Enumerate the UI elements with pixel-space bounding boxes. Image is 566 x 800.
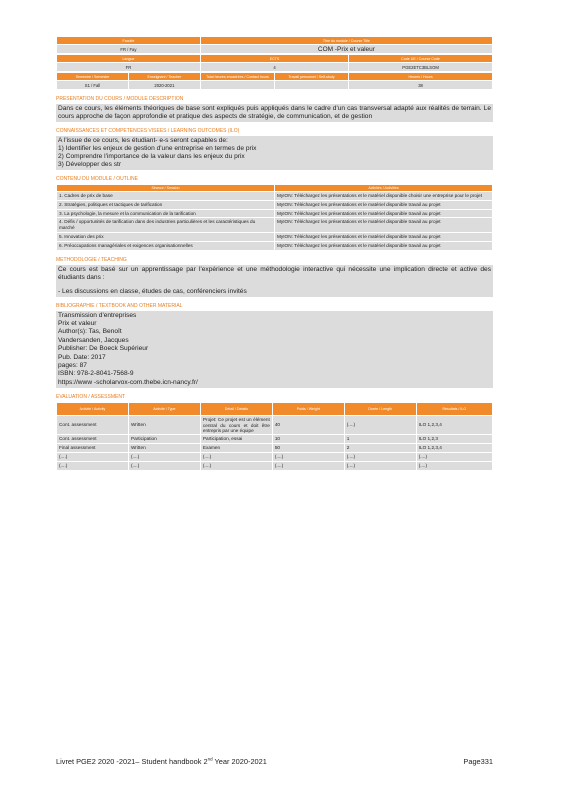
eval-cell: (....) bbox=[57, 461, 129, 470]
session-cell: 3. La psychologie, la mesure et la communication de la tarification bbox=[57, 209, 275, 218]
footer-sup: nd bbox=[207, 757, 213, 762]
session-cell: 2. Stratégies, politiques et tactiques de tarification bbox=[57, 200, 275, 209]
table-row bbox=[57, 453, 493, 462]
table-row bbox=[57, 232, 493, 241]
methodology-title: METHODOLOGIE / TEACHING bbox=[56, 256, 127, 263]
eval-cell: (....) bbox=[200, 461, 272, 470]
eval-cell: 50 bbox=[272, 444, 344, 453]
evaluation-table bbox=[56, 402, 493, 470]
activity-col-header: Activités / Activities bbox=[275, 185, 493, 192]
table-row bbox=[57, 416, 493, 435]
eval-col-header: Poids / Weight bbox=[272, 403, 344, 416]
eval-cell: 2 bbox=[344, 444, 416, 453]
ects-header: ECTS bbox=[200, 55, 348, 63]
evaluation-title: EVALUATION / ASSESSMENT bbox=[56, 394, 125, 401]
ects-value: 4 bbox=[200, 63, 348, 72]
eval-cell: Examen bbox=[200, 444, 272, 453]
eval-cell: Written bbox=[128, 416, 200, 435]
contact-hours-header: Total heures encadrées / Contact hours bbox=[200, 73, 274, 81]
course-title-value: COM -Prix et valeur bbox=[200, 45, 492, 54]
eval-col-header: Détail / Details bbox=[200, 403, 272, 416]
eval-cell: Cont. assessment bbox=[57, 416, 129, 435]
course-code-value: PGE2ETC3BLSOM bbox=[349, 63, 493, 72]
eval-cell: ILO 1,2,3 bbox=[416, 435, 492, 444]
bibliography-line: pages: 87 bbox=[58, 362, 87, 370]
bibliography-line: Pub. Date: 2017 bbox=[58, 353, 106, 361]
teacher-value: 2020-2021 bbox=[128, 81, 200, 90]
eval-col-header: Activité / Activity bbox=[57, 403, 129, 416]
bibliography-link[interactable]: https://www -scholarvox-com.thebe.icn-nancy.fr/ bbox=[58, 378, 198, 386]
eval-cell: (....) bbox=[57, 453, 129, 462]
course-sheet bbox=[56, 36, 493, 471]
eval-cell: Participation, essai bbox=[200, 435, 272, 444]
bibliography-line: ISBN: 978-2-8041-7568-9 bbox=[58, 370, 134, 378]
eval-cell: Written bbox=[128, 444, 200, 453]
eval-cell: (....) bbox=[200, 453, 272, 462]
activity-cell: MyION: Téléchargez les présentations et le matériel disponible travail au projet bbox=[275, 232, 493, 241]
eval-cell: Final assessment bbox=[57, 444, 129, 453]
outcome-item: 1) Identifier les enjeux de gestion d'une entreprise en termes de prix bbox=[58, 145, 257, 152]
outcomes-title: CONNAISSANCES ET COMPETENCES VISEES / LEARNING OUTCOMES (ILO) bbox=[56, 128, 240, 134]
eval-col-header: Activité / Type bbox=[128, 403, 200, 416]
outline-table bbox=[56, 184, 493, 251]
eval-cell: (....) bbox=[128, 453, 200, 462]
session-col-header: Séance / Session bbox=[57, 185, 275, 192]
eval-cell: 1 bbox=[344, 435, 416, 444]
outcome-item: 2) Comprendre l'importance de la valeur dans les enjeux du prix bbox=[58, 153, 245, 160]
activity-cell: MyION: Téléchargez les présentations et le matériel disponible travail au projet bbox=[275, 241, 493, 250]
faculty-header: Faculté bbox=[57, 37, 201, 45]
eval-cell: (....) bbox=[128, 461, 200, 470]
hours-value: 38 bbox=[349, 81, 493, 90]
eval-cell: (....) bbox=[416, 453, 492, 462]
eval-cell: ILO 1,2,3,4 bbox=[416, 444, 492, 453]
bibliography-block bbox=[56, 311, 493, 389]
table-row bbox=[57, 435, 493, 444]
eval-cell: Cont. assessment bbox=[57, 435, 129, 444]
table-row bbox=[57, 200, 493, 209]
methodology-item: - Les discussions en classe, études de cas, conférenciers invités bbox=[58, 287, 247, 295]
session-cell: 6. Préoccupations managériales et exigences organisationnelles bbox=[57, 241, 275, 250]
session-cell: 5. Innovation des prix bbox=[57, 232, 275, 241]
bibliography-line: Transmission d'entreprises bbox=[58, 311, 137, 319]
bibliography-title: BIBLIOGRAPHIE / TEXTBOOK AND OTHER MATERIAL bbox=[56, 302, 183, 309]
page-number: Page331 bbox=[463, 757, 493, 766]
table-row bbox=[57, 192, 493, 201]
outline-title: CONTENU DU MODULE / OUTLINE bbox=[56, 176, 138, 182]
eval-cell: (....) bbox=[416, 461, 492, 470]
footer-text-a: Livret PGE2 2020 -2021– Student handbook 2 bbox=[56, 757, 208, 767]
eval-cell: Projet: Ce projet est un élément central du cours et doit être entrepris par une équipe bbox=[200, 416, 272, 435]
session-cell: 4. Défis / opportunités de tarification dans des industries particulières et les caractéristiques du marché bbox=[57, 218, 275, 233]
activity-cell: MyION: Téléchargez les présentations et le matériel disponible choisir une entreprise pour le projet bbox=[275, 192, 493, 201]
table-row bbox=[57, 241, 493, 250]
bibliography-line: Author(s): Tas, Benoît bbox=[58, 328, 122, 336]
activity-cell: MyION: Téléchargez les présentations et le matériel disponible travail au projet bbox=[275, 200, 493, 209]
course-header-table bbox=[56, 36, 493, 54]
eval-cell: (....) bbox=[344, 416, 416, 435]
eval-cell: 40 bbox=[272, 416, 344, 435]
outcomes-block bbox=[56, 136, 493, 170]
table-row bbox=[57, 444, 493, 453]
eval-cell: (....) bbox=[344, 453, 416, 462]
outcome-item: 3) Développer des str bbox=[58, 161, 122, 168]
outcomes-intro: A l'issue de ce cours, les étudiant- e-s seront capables de: bbox=[58, 137, 228, 144]
eval-cell: (....) bbox=[344, 461, 416, 470]
language-value: FR bbox=[57, 63, 201, 72]
eval-cell: (....) bbox=[272, 453, 344, 462]
eval-cell: Participation bbox=[128, 435, 200, 444]
faculty-value: FR / Fay bbox=[57, 45, 201, 54]
hours-header: Heures / Hours bbox=[349, 73, 493, 81]
bibliography-line: Publisher: De Boeck Supérieur bbox=[58, 345, 149, 353]
self-study-header: Travail personnel / Self-study bbox=[274, 73, 348, 81]
eval-cell: 10 bbox=[272, 435, 344, 444]
semester-header: Semestre / Semester bbox=[57, 73, 129, 81]
activity-cell: MyION: Téléchargez les présentations et le matériel disponible travail au projet bbox=[275, 218, 493, 233]
session-cell: 1. Cadres de prix de base bbox=[57, 192, 275, 201]
bibliography-line: Prix et valeur bbox=[58, 319, 97, 327]
course-hours-table bbox=[56, 72, 493, 90]
methodology-block bbox=[56, 265, 493, 297]
eval-col-header: Résultats / ILO bbox=[416, 403, 492, 416]
semester-value: S1 / Fall bbox=[57, 81, 129, 90]
footer-text bbox=[56, 757, 267, 766]
footer-text-b: Year 2020-2021 bbox=[212, 757, 267, 767]
course-title-header: Titre du module / Course Title bbox=[200, 37, 492, 45]
teacher-header: Enseignant / Teacher bbox=[128, 73, 200, 81]
self-study-value bbox=[274, 81, 348, 90]
language-header: Langue bbox=[57, 55, 201, 63]
course-info-table bbox=[56, 54, 493, 72]
presentation-title: PRESENTATION DU COURS / MODULE DESCRIPTION bbox=[56, 96, 184, 102]
table-row bbox=[57, 461, 493, 470]
table-row bbox=[57, 209, 493, 218]
eval-cell: ILO 1,2,3,4 bbox=[416, 416, 492, 435]
course-code-header: Code UE / Course Code bbox=[349, 55, 493, 63]
contact-hours-value bbox=[200, 81, 274, 90]
presentation-text: Dans ce cours, les éléments théoriques de base sont expliqués puis appliqués dans le cadre d'un cas transversal adapté aux réalités de terrain. Le cours approche de façon approfondie et pratique des aspects de stratégie, de communication, et de gestion bbox=[58, 105, 491, 120]
page-footer bbox=[56, 757, 493, 766]
eval-col-header: Durée / Length bbox=[344, 403, 416, 416]
eval-cell: (....) bbox=[272, 461, 344, 470]
methodology-text: Ce cours est basé sur un apprentissage par l'expérience et une méthodologie interactive qui nécessite une implication directe et active des étudiants dans : bbox=[58, 265, 491, 281]
table-row bbox=[57, 218, 493, 233]
activity-cell: MyION: Téléchargez les présentations et le matériel disponible travail au projet bbox=[275, 209, 493, 218]
bibliography-line: Vandersanden, Jacques bbox=[58, 336, 129, 344]
